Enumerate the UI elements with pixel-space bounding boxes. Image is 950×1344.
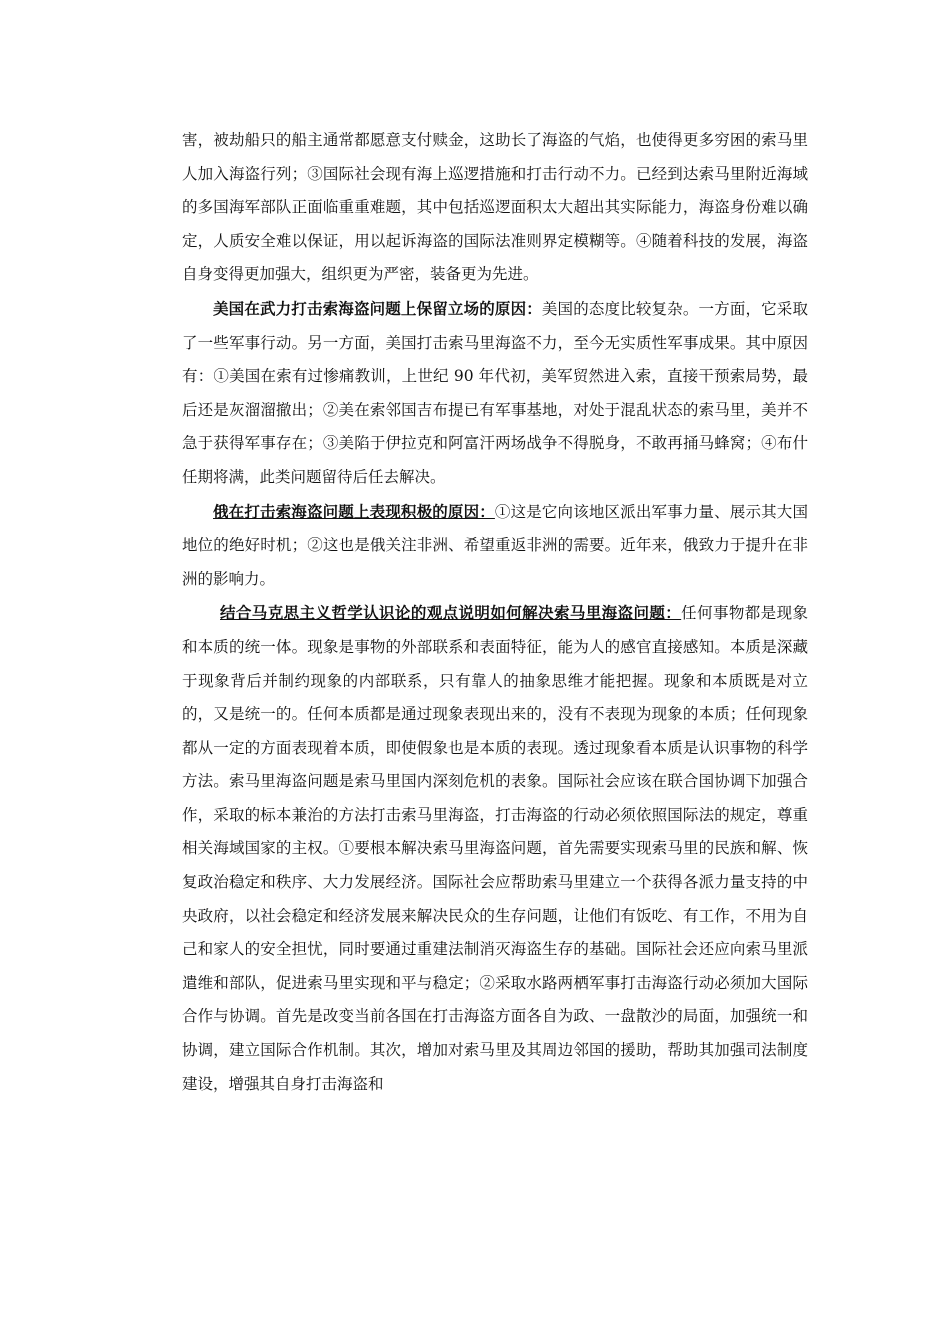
paragraph-us-position — [182, 292, 808, 495]
paragraph-text: ①这是它向该地区派出军事力量、展示其大国地位的绝好时机；②这也是俄关注非洲、希望重返非洲的需要。近年来，俄致力于提升在非洲的影响力。 — [182, 502, 808, 588]
paragraph-text: 任何事物都是现象和本质的统一体。现象是事物的外部联系和表面特征，能为人的感官直接感知。本质是深藏于现象背后并制约现象的内部联系，只有靠人的抽象思维才能把握。现象和本质既是对立的，又是统一的。任何本质都是通过现象表现出来的，没有不表现为现象的本质；任何现象都从一定的方面表现着本质，即使假象也是本质的表现。透过现象看本质是认识事物的科学方法。索马里海盗问题是索马里国内深刻危机的表象。国际社会应该在联合国协调下加强合作，采取的标本兼治的方法打击索马里海盗，打击海盗的行动必须依照国际法的规定，尊重相关海域国家的主权。①要根本解决索马里海盗问题，首先需要实现索马里的民族和解、恢复政治稳定和秩序、大力发展经济。国际社会应帮助索马里建立一个获得各派力量支持的中央政府，以社会稳定和经济发展来解决民众的生存问题，让他们有饭吃、有工作，不用为自己和家人的安全担忧，同时要通过重建法制消灭海盗生存的基础。国际社会还应向索马里派遣维和部队，促进索马里实现和平与稳定；②采取水路两栖军事打击海盗行动必须加大国际合作与协调。首先是改变当前各国在打击海盗方面各自为政、一盘散沙的局面，加强统一和协调，建立国际合作机制。其次，增加对索马里及其周边邻国的援助，帮助其加强司法制度建设，增强其自身打击海盗和 — [182, 604, 808, 1093]
document-body — [182, 124, 808, 1101]
paragraph-marxist-analysis — [182, 596, 808, 1101]
paragraph-heading: 俄在打击索海盗问题上表现积极的原因： — [213, 501, 495, 521]
paragraph-russia-position — [182, 495, 808, 597]
paragraph-heading: 结合马克思主义哲学认识论的观点说明如何解决索马里海盗问题： — [220, 603, 682, 623]
paragraph-heading: 美国在武力打击索海盗问题上保留立场的原因： — [213, 298, 542, 318]
paragraph-continued-causes — [182, 124, 808, 292]
paragraph-text: 美国的态度比较复杂。一方面，它采取了一些军事行动。另一方面，美国打击索马里海盗不力，至今无实质性军事成果。其中原因有：①美国在索有过惨痛教训，上世纪 90 年代初，美军贸然进入索，直接干预索局势，最后还是灰溜溜撤出；②美在索邻国吉布提已有军事基地，对处于混乱状态的索马里，美并不急于获得军事存在；③美陷于伊拉克和阿富汗两场战争不得脱身，不敢再捅马蜂窝；④布什任期将满，此类问题留待后任去解决。 — [182, 299, 808, 486]
paragraph-text: 害，被劫船只的船主通常都愿意支付赎金，这助长了海盗的气焰，也使得更多穷困的索马里人加入海盗行列；③国际社会现有海上巡逻措施和打击行动不力。已经到达索马里附近海域的多国海军部队正面临重重难题，其中包括巡逻面积太大超出其实际能力，海盗身份难以确定，人质安全难以保证，用以起诉海盗的国际法准则界定模糊等。④随着科技的发展，海盗自身变得更加强大，组织更为严密，装备更为先进。 — [182, 131, 808, 284]
